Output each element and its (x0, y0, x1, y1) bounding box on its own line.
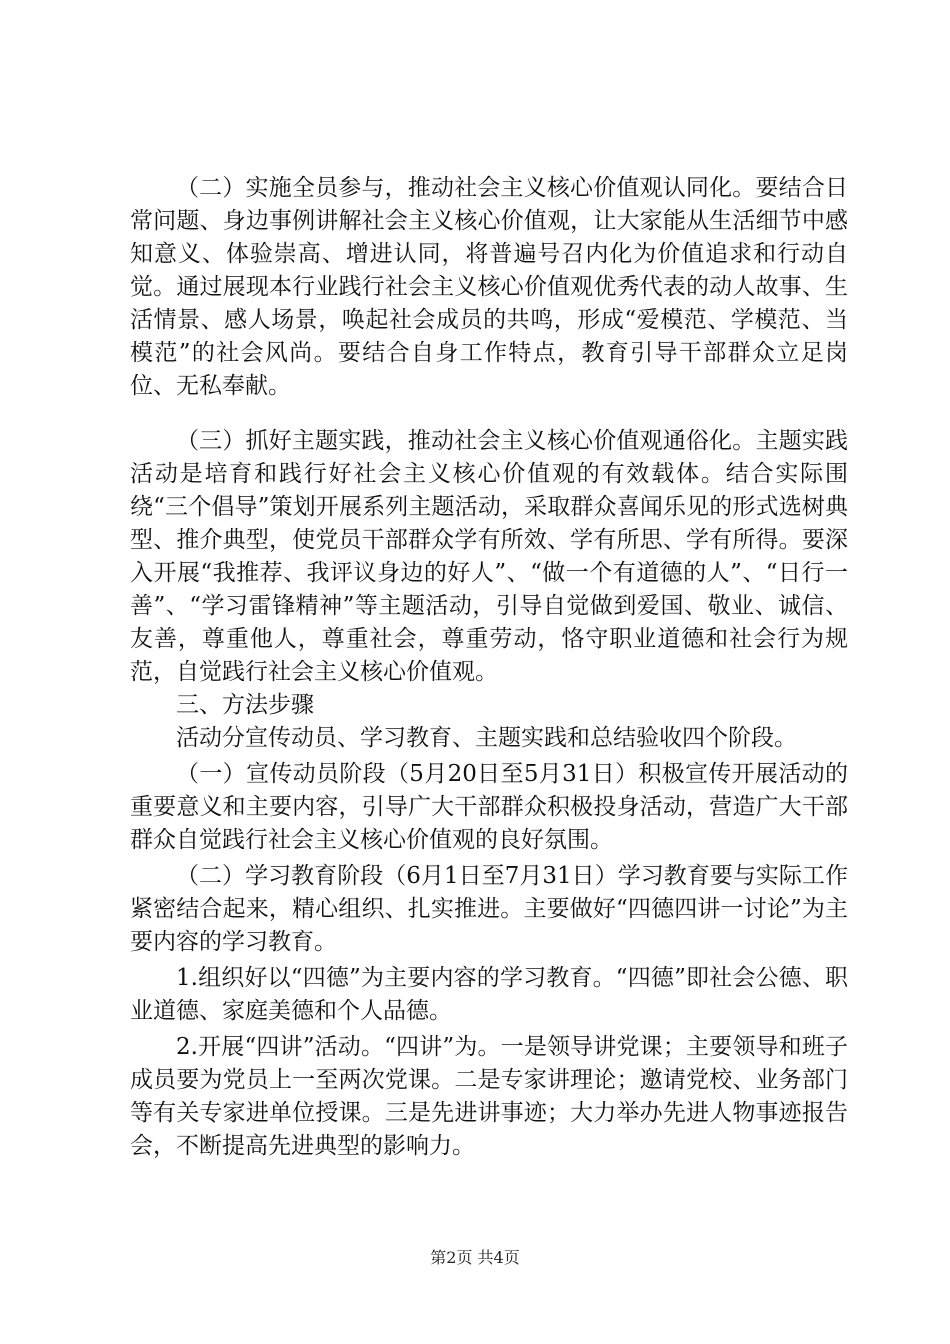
paragraph-theme-practice: （三）抓好主题实践，推动社会主义核心价值观通俗化。主题实践活动是培育和践行好社会主义核心价值观的有效载体。结合实际围绕“三个倡导”策划开展系列主题活动，采取群众喜闻乐见的形式选树典型、推介典型，使党员干部群众学有所效、学有所思、学有所得。要深入开展“我推荐、我评议身边的好人”、“做一个有道德的人”、“日行一善”、“学习雷锋精神”等主题活动，引导自觉做到爱国、敬业、诚信、友善，尊重他人，尊重社会，尊重劳动，恪守职业道德和社会行为规范，自觉践行社会主义核心价值观。 (130, 428, 848, 685)
page-indicator: 第2页 共4页 (430, 1248, 520, 1267)
paragraph-stage-publicity: （一）宣传动员阶段（5月20日至5月31日）积极宣传开展活动的重要意义和主要内容，引导广大干部群众积极投身活动，营造广大干部群众自觉践行社会主义核心价值观的良好氛围。 (130, 761, 848, 853)
section-heading-methods: 三、方法步骤 (176, 692, 314, 718)
paragraph-implement-participation: （二）实施全员参与，推动社会主义核心价值观认同化。要结合日常问题、身边事例讲解社会主义核心价值观，让大家能从生活细节中感知意义、体验崇高、增进认同，将普遍号召内化为价值追求和行动自觉。通过展现本行业践行社会主义核心价值观优秀代表的动人故事、生活情景、感人场景，唤起社会成员的共鸣，形成“爱模范、学模范、当模范”的社会风尚。要结合自身工作特点，教育引导干部群众立足岗位、无私奉献。 (130, 175, 848, 399)
paragraph-stage-study: （二）学习教育阶段（6月1日至7月31日）学习教育要与实际工作紧密结合起来，精心组织、扎实推进。主要做好“四德四讲一讨论”为主要内容的学习教育。 (130, 863, 848, 955)
document-body (130, 172, 848, 1163)
paragraph-four-talks: 2.开展“四讲”活动。“四讲”为。一是领导讲党课；主要领导和班子成员要为党员上一至两次党课。二是专家讲理论；邀请党校、业务部门等有关专家进单位授课。三是先进讲事迹；大力举办先进人物事迹报告会，不断提高先进典型的影响力。 (130, 1034, 848, 1159)
paragraph-stages-overview: 活动分宣传动员、学习教育、主题实践和总结验收四个阶段。 (176, 725, 797, 751)
paragraph-four-virtues: 1.组织好以“四德”为主要内容的学习教育。“四德”即社会公德、职业道德、家庭美德和个人品德。 (130, 965, 848, 1024)
